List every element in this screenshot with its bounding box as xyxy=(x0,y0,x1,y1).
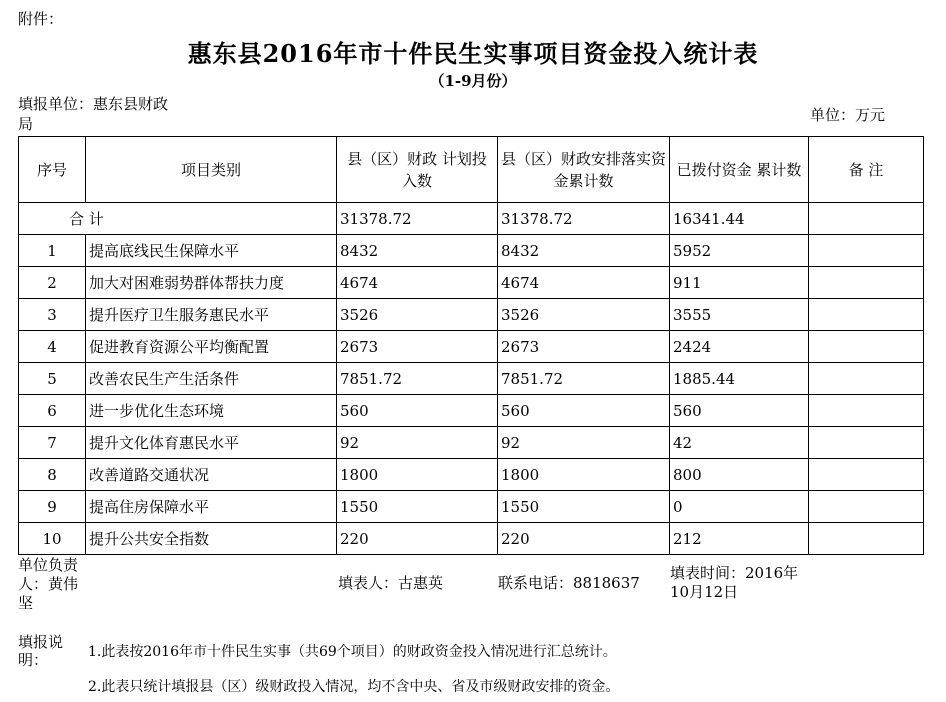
row-category: 改善农民生产生活条件 xyxy=(86,363,337,395)
document-subtitle: （1-9月份） xyxy=(429,72,517,90)
table-row xyxy=(19,363,924,395)
row-arranged: 220 xyxy=(498,523,670,555)
header-no: 序号 xyxy=(19,137,86,203)
row-planned: 1800 xyxy=(337,459,498,491)
fill-date: 填表时间：2016年10月12日 xyxy=(670,564,799,601)
notes-label: 填报说明： xyxy=(18,633,64,669)
total-note xyxy=(809,203,924,235)
row-note xyxy=(809,299,924,331)
table-row xyxy=(19,235,924,267)
table-header-row xyxy=(19,137,924,203)
total-label: 合 计 xyxy=(19,203,337,235)
total-allocated: 16341.44 xyxy=(670,203,809,235)
row-planned: 8432 xyxy=(337,235,498,267)
row-arranged: 3526 xyxy=(498,299,670,331)
row-planned: 92 xyxy=(337,427,498,459)
row-planned: 3526 xyxy=(337,299,498,331)
header-planned: 县（区）财政 计划投入数 xyxy=(337,137,498,203)
row-category: 改善道路交通状况 xyxy=(86,459,337,491)
row-arranged: 560 xyxy=(498,395,670,427)
contact-phone: 联系电话：8818637 xyxy=(498,574,640,592)
row-allocated: 2424 xyxy=(670,331,809,363)
row-no: 6 xyxy=(19,395,86,427)
row-allocated: 5952 xyxy=(670,235,809,267)
row-no: 4 xyxy=(19,331,86,363)
row-note xyxy=(809,267,924,299)
table-row xyxy=(19,491,924,523)
row-planned: 2673 xyxy=(337,331,498,363)
row-arranged: 1550 xyxy=(498,491,670,523)
statistics-table xyxy=(18,136,924,555)
preparer: 填表人：古惠英 xyxy=(338,574,444,592)
row-no: 8 xyxy=(19,459,86,491)
row-category: 提高底线民生保障水平 xyxy=(86,235,337,267)
row-category: 提高住房保障水平 xyxy=(86,491,337,523)
row-planned: 560 xyxy=(337,395,498,427)
header-category: 项目类别 xyxy=(86,137,337,203)
row-arranged: 92 xyxy=(498,427,670,459)
row-category: 提升文化体育惠民水平 xyxy=(86,427,337,459)
responsible-person: 单位负责人：黄伟坚 xyxy=(18,556,79,612)
row-category: 加大对困难弱势群体帮扶力度 xyxy=(86,267,337,299)
row-note xyxy=(809,491,924,523)
row-note xyxy=(809,395,924,427)
row-no: 2 xyxy=(19,267,86,299)
row-allocated: 1885.44 xyxy=(670,363,809,395)
row-note xyxy=(809,427,924,459)
row-category: 提升医疗卫生服务惠民水平 xyxy=(86,299,337,331)
row-planned: 220 xyxy=(337,523,498,555)
row-planned: 7851.72 xyxy=(337,363,498,395)
row-arranged: 4674 xyxy=(498,267,670,299)
row-note xyxy=(809,363,924,395)
row-note xyxy=(809,331,924,363)
filler-unit: 填报单位：惠东县财政局 xyxy=(18,95,169,133)
row-planned: 4674 xyxy=(337,267,498,299)
total-arranged: 31378.72 xyxy=(498,203,670,235)
row-category: 促进教育资源公平均衡配置 xyxy=(86,331,337,363)
table-row xyxy=(19,395,924,427)
table-row xyxy=(19,299,924,331)
table-row xyxy=(19,427,924,459)
row-arranged: 8432 xyxy=(498,235,670,267)
table-row xyxy=(19,267,924,299)
note-item-2: 2.此表只统计填报县（区）级财政投入情况，均不含中央、省及市级财政安排的资金。 xyxy=(88,679,620,695)
row-arranged: 1800 xyxy=(498,459,670,491)
row-allocated: 560 xyxy=(670,395,809,427)
row-arranged: 2673 xyxy=(498,331,670,363)
header-arranged: 县（区）财政安排落实资金累计数 xyxy=(498,137,670,203)
total-row xyxy=(19,203,924,235)
table-row xyxy=(19,331,924,363)
row-note xyxy=(809,523,924,555)
table-row xyxy=(19,523,924,555)
document-title: 惠东县2016年市十件民生实事项目资金投入统计表 xyxy=(187,39,759,68)
row-allocated: 911 xyxy=(670,267,809,299)
row-note xyxy=(809,459,924,491)
table-row xyxy=(19,459,924,491)
row-category: 提升公共安全指数 xyxy=(86,523,337,555)
attachment-label: 附件： xyxy=(18,10,64,28)
header-allocated: 已拨付资金 累计数 xyxy=(670,137,809,203)
row-no: 10 xyxy=(19,523,86,555)
row-allocated: 800 xyxy=(670,459,809,491)
row-allocated: 0 xyxy=(670,491,809,523)
row-note xyxy=(809,235,924,267)
row-planned: 1550 xyxy=(337,491,498,523)
row-no: 3 xyxy=(19,299,86,331)
unit-label: 单位：万元 xyxy=(810,106,886,124)
row-arranged: 7851.72 xyxy=(498,363,670,395)
header-note: 备 注 xyxy=(809,137,924,203)
row-allocated: 42 xyxy=(670,427,809,459)
row-category: 进一步优化生态环境 xyxy=(86,395,337,427)
note-item-1: 1.此表按2016年市十件民生实事（共69个项目）的财政资金投入情况进行汇总统计。 xyxy=(88,644,617,660)
row-no: 9 xyxy=(19,491,86,523)
row-no: 5 xyxy=(19,363,86,395)
row-allocated: 212 xyxy=(670,523,809,555)
row-allocated: 3555 xyxy=(670,299,809,331)
row-no: 1 xyxy=(19,235,86,267)
total-planned: 31378.72 xyxy=(337,203,498,235)
row-no: 7 xyxy=(19,427,86,459)
